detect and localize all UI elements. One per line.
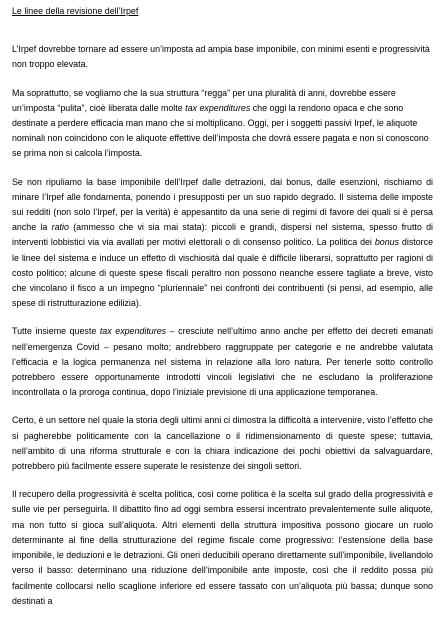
paragraph-text: Il recupero della progressività è scelta politica, così come politica è la scelta sul grado della progressività e sulle vie per perseguirla. Il dibattito fino ad oggi sembra essersi incentrato prevalentemente sulle aliquote, ma non tutto si gioca sull’aliquota. Altri elementi della struttura impositiva possono giocare un ruolo determinante al fine della strutturazione del regime fiscale come progressivo: l’estensione della base imponibile, le deduzioni e le detrazioni. Gli oneri deducibili operano direttamente sull’imponibile, livellandolo verso il basso: determinano una riduzione dell’imponibile ante imposte, così che il reddito possa più facilmente collocarsi nello scaglione inferiore ed essere tassato con un’aliquota più bassa; dunque sono destinati a bbox=[12, 489, 433, 606]
paragraph bbox=[12, 42, 433, 72]
paragraph-text: distorce le linee del sistema e induce un effetto di vischiosità dal quale è difficile liberarsi, soprattutto per ragioni di costo politico; alcune di queste spese fiscali peraltro non possono neanche essere tagliate a breve, visto che vincolano il fisco a un impegno “pluriennale” nei confronti dei contribuenti (si pensi, ad esempio, alle spese di ristrutturazione edilizia). bbox=[12, 237, 434, 309]
paragraph-text: Se non ripuliamo la base imponibile dell’Irpef dalle detrazioni, dai bonus, dalle esenzioni, rischiamo di minare l’Irpef alle fondamenta, ponendo i presupposti per un suo rapido degrado. Il sistema delle imposte sui redditi (non solo l’Irpef, per la verità) è appesantito da una serie di regimi di favore dei quali si è persa anche la bbox=[12, 176, 433, 233]
paragraph-text: Ma soprattutto, se vogliamo che la sua struttura “regga” per una pluralità di anni, dovrebbe essere un’imposta “pulita”, cioè liberata dalle molte bbox=[12, 87, 396, 113]
paragraph bbox=[12, 175, 433, 312]
italic-term: tax expenditures bbox=[99, 326, 167, 337]
paragraph bbox=[12, 413, 433, 474]
paragraph bbox=[12, 487, 433, 609]
italic-term: tax expenditures bbox=[185, 102, 251, 113]
paragraph bbox=[12, 324, 433, 400]
paragraph bbox=[12, 86, 433, 162]
paragraph-text: Tutte insieme queste bbox=[12, 326, 100, 337]
document-body bbox=[12, 42, 433, 609]
italic-term: bonus bbox=[374, 237, 400, 248]
paragraph-text: (ammesso che vi sia mai stata): piccoli e grandi, dispersi nel sistema, spesso frutto di interventi lobbistici via via avallati per motivi elettorali o di consenso politico. La politica dei bbox=[12, 222, 433, 248]
paragraph-text: che oggi la rendono opaca e che sono destinate a perdere efficacia man mano che si moltiplicano. Oggi, per i soggetti passivi Irpef, le aliquote nominali non coincidono con le aliquote effettive dell’imposta che dovrà essere pagata e non si conoscono se prima non si calcola l’imposta. bbox=[12, 102, 429, 159]
paragraph-text: Certo, è un settore nel quale la storia degli ultimi anni ci dimostra la difficoltà a intervenire, visto l’effetto che si pagherebbe politicamente con la cancellazione o il ridimensionamento di queste spese; tuttavia, nell’ambito di una riforma strutturale e con la chiara indicazione dei pochi obiettivi da salvaguardare, potrebbero più facilmente essere superate le resistenze dei singoli settori. bbox=[12, 415, 433, 472]
paragraph-text: – cresciute nell’ultimo anno anche per effetto dei decreti emanati nell’emergenza Covid – pesano molto; andrebbero raggruppate per categorie e ne andrebbe valutata l’efficacia e la logica permanenza nel sistema in relazione alla loro natura. Per tenerle sotto controllo potrebbero essere opportunamente introdotti vincoli legislativi che ne escludano la proliferazione incontrollata o la proroga continua, dopo l’iniziale previsione di una applicazione temporanea. bbox=[12, 326, 434, 398]
italic-term: ratio bbox=[51, 222, 69, 233]
document-title: Le linee della revisione dell’Irpef bbox=[12, 6, 139, 16]
paragraph-text: L’Irpef dovrebbe tornare ad essere un’imposta ad ampia base imponibile, con minimi esenti e progressività non troppo elevata. bbox=[12, 44, 430, 70]
